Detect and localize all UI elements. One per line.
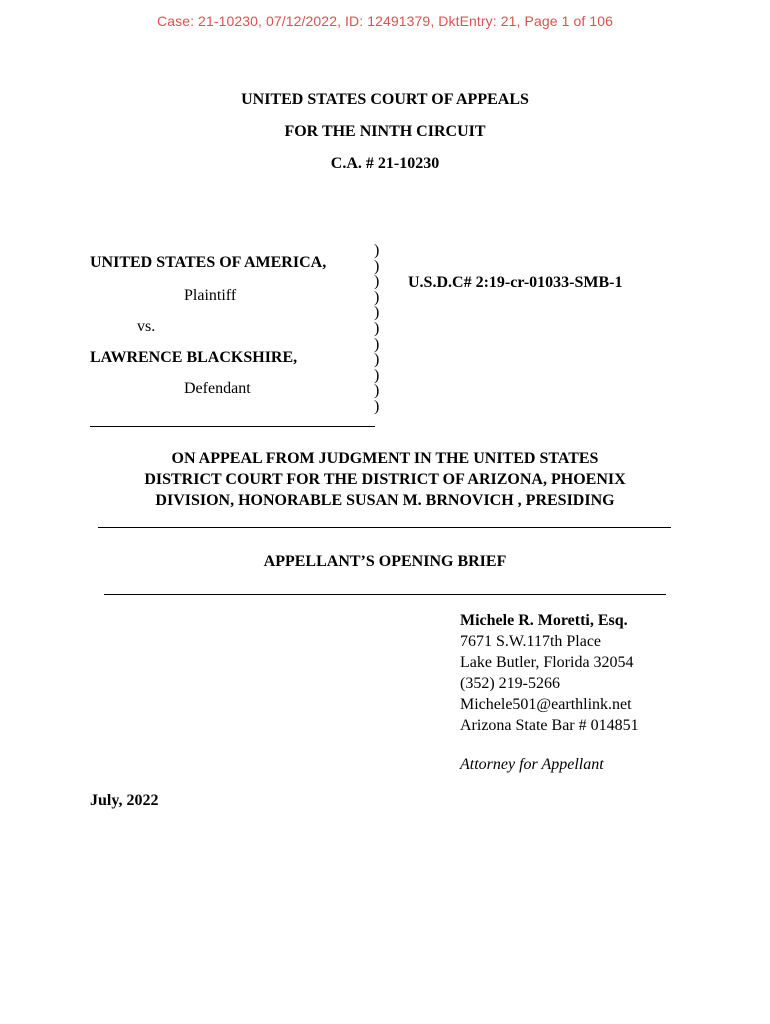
paren-mark: ) <box>374 304 380 322</box>
paren-mark: ) <box>374 397 380 415</box>
court-name: UNITED STATES COURT OF APPEALS <box>241 91 529 108</box>
appeal-heading <box>90 448 680 511</box>
brief-title: APPELLANT’S OPENING BRIEF <box>263 553 507 570</box>
appeal-line: DISTRICT COURT FOR THE DISTRICT OF ARIZONA, PHOENIX <box>144 471 626 488</box>
paren-mark: ) <box>374 257 380 275</box>
attorney-phone: (352) 219-5266 <box>460 675 560 692</box>
attorney-block <box>460 610 639 736</box>
attorney-role: Attorney for Appellant <box>460 756 604 773</box>
case-number: C.A. # 21-10230 <box>330 155 440 172</box>
paren-mark: ) <box>374 319 380 337</box>
defendant-name: LAWRENCE BLACKSHIRE, <box>90 349 298 366</box>
case-header-stamp: Case: 21-10230, 07/12/2022, ID: 12491379, DktEntry: 21, Page 1 of 106 <box>157 13 613 29</box>
paren-mark: ) <box>374 382 380 400</box>
paren-mark: ) <box>374 335 380 353</box>
attorney-email: Michele501@earthlink.net <box>460 696 632 713</box>
attorney-address-line1: 7671 S.W.117th Place <box>460 633 602 650</box>
caption-divider <box>90 426 375 427</box>
paren-mark: ) <box>374 366 380 384</box>
attorney-address-line2: Lake Butler, Florida 32054 <box>460 654 634 671</box>
court-circuit: FOR THE NINTH CIRCUIT <box>284 123 486 140</box>
title-divider <box>104 594 666 595</box>
district-case-number: U.S.D.C# 2:19-cr-01033-SMB-1 <box>408 274 623 291</box>
appeal-line: ON APPEAL FROM JUDGMENT IN THE UNITED STATES <box>171 450 599 467</box>
paren-mark: ) <box>374 273 380 291</box>
appeal-divider <box>98 527 671 528</box>
plaintiff-role: Plaintiff <box>184 287 237 304</box>
attorney-bar-number: Arizona State Bar # 014851 <box>460 717 639 734</box>
versus-label: vs. <box>137 318 156 335</box>
paren-mark: ) <box>374 288 380 306</box>
paren-mark: ) <box>374 351 380 369</box>
attorney-name: Michele R. Moretti, Esq. <box>460 612 628 629</box>
appeal-line: DIVISION, HONORABLE SUSAN M. BRNOVICH , PRESIDING <box>155 492 615 509</box>
plaintiff-name: UNITED STATES OF AMERICA, <box>90 254 327 271</box>
filing-date: July, 2022 <box>90 792 159 809</box>
defendant-role: Defendant <box>184 380 251 397</box>
paren-mark: ) <box>374 242 380 259</box>
caption-paren-column <box>374 243 379 415</box>
